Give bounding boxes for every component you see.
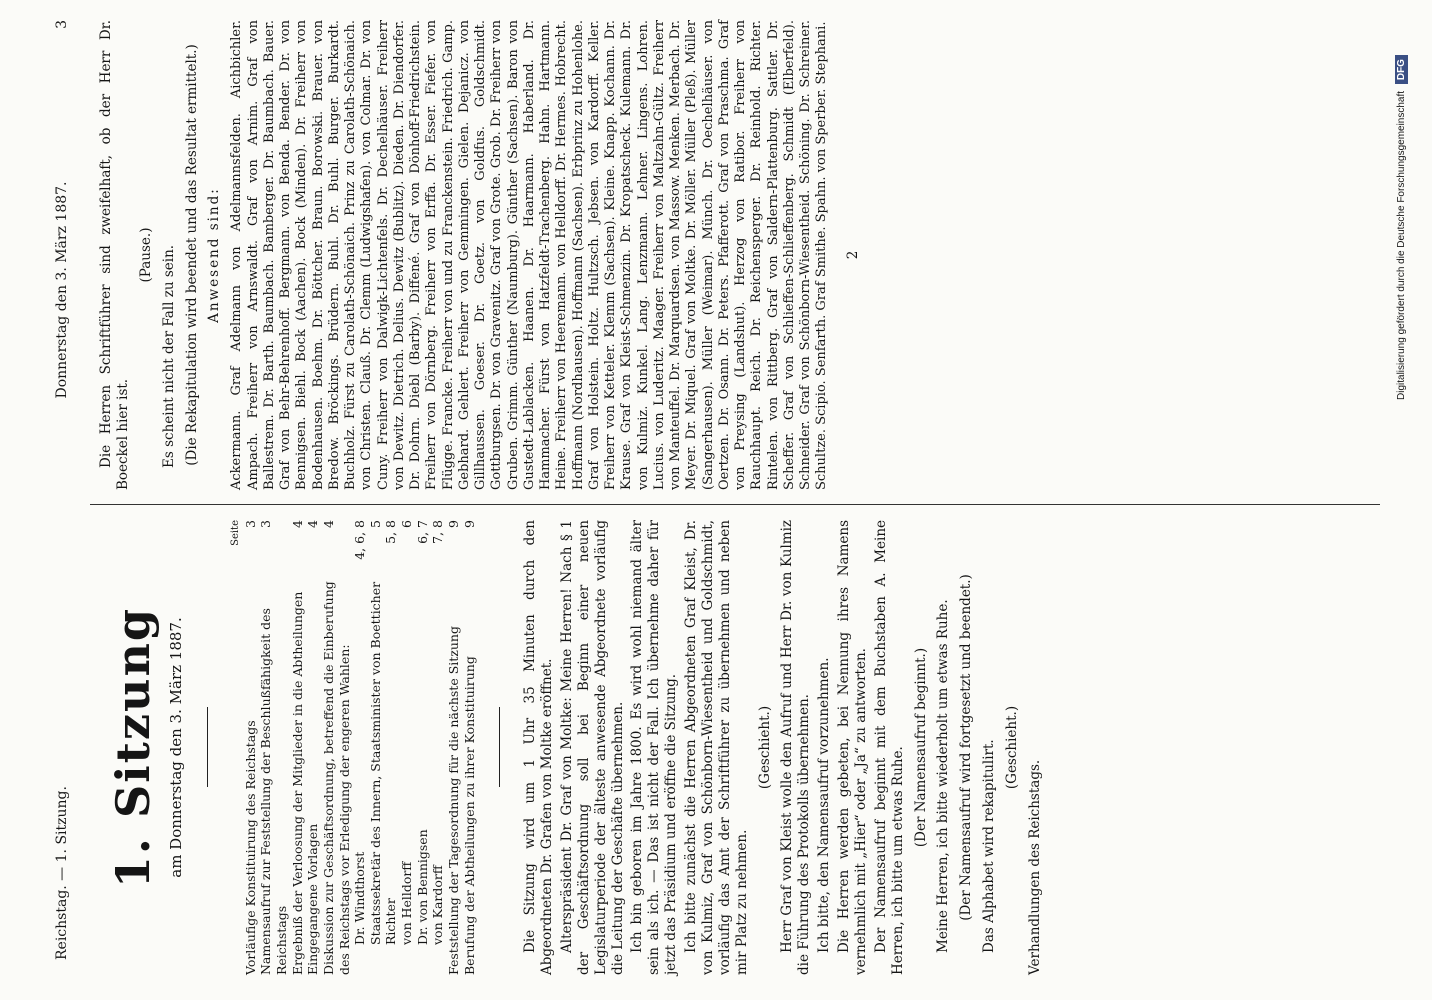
footer-source: Verhandlungen des Reichstags.: [1026, 759, 1043, 975]
paragraph: Meine Herren, ich bitte wiederholt um etwas Ruhe.: [935, 599, 952, 953]
page-footer-number: 2: [844, 250, 861, 260]
paragraph: Die Herren Schriftführer sind zweifelhaft, ob der Herr Dr. Boeckel hier ist.: [98, 20, 131, 490]
toc-entry: Vorläufige Konstituirung des Reichstags 3: [242, 520, 258, 975]
stage-direction: (Der Namensaufruf beginnt.): [912, 647, 929, 848]
page-header: [50, 20, 74, 960]
stage-direction: (Geschieht.): [1004, 705, 1020, 790]
paragraph: Ich bitte zunächst die Herren Abgeordneten Graf Kleist, Dr. von Kulmiz, Graf von Schönborn-Wiesentheid und Goldschmidt, vorläufig das Amt der Schriftführer zu übernehmen und neben mir Platz zu nehmen.: [683, 520, 750, 975]
paragraph: Alterspräsident Dr. Graf von Moltke: Meine Herren! Nach § 1 der Geschäftsordnung soll bei Beginn einer neuen Legislaturperiode der älteste anwesende Abgeordnete vorläufig die Leitung der Geschäfte übernehmen.: [558, 520, 626, 975]
session-date: am Donnerstag den 3. März 1887.: [166, 617, 185, 878]
right-column: [95, 20, 1385, 490]
toc-page-label: Seite: [230, 520, 242, 546]
toc-entry: Ergebniß der Verloosung der Mitglieder in die Abtheilungen 4: [289, 520, 305, 975]
table-of-contents: [243, 520, 477, 975]
toc-entry: von Helldorff 6: [399, 520, 414, 945]
paragraph: Herr Graf von Kleist wolle den Aufruf und Herr Dr. von Kulmiz die Führung des Protokolls übernehmen.: [779, 520, 813, 975]
toc-entry: Staatssekretär des Innern, Staatsminister von Boetticher 5: [367, 520, 383, 945]
toc-entry: Diskussion zur Geschäftsordnung, betreffend die Einberufung des Reichstags vor Erledigung der engeren Wahlen: 4: [320, 520, 352, 975]
paragraph: Das Alphabet wird rekapitulirt.: [981, 739, 998, 953]
toc-entry: Namensaufruf zur Feststellung der Beschlußfähigkeit des Reichstags 3: [258, 520, 289, 975]
stage-direction: (Pause.): [137, 227, 154, 283]
toc-entry: Berufung der Abtheilungen zu ihrer Konstituirung 9: [461, 520, 477, 975]
paragraph: Der Namensaufruf beginnt mit dem Buchstaben A. Meine Herren, ich bitte um etwas Ruhe.: [872, 520, 906, 975]
title-rule: [207, 708, 208, 788]
toc-entry: Dr. von Bennigsen 6, 7: [414, 520, 430, 945]
paragraph: Es scheint nicht der Fall zu sein.: [160, 244, 177, 468]
paragraph: Ich bitte, den Namensaufruf vorzunehmen.: [816, 657, 833, 953]
section-rule: [499, 708, 500, 788]
paragraph: Ich bin geboren im Jahre 1800. Es wird wohl niemand älter sein als ich. — Das ist nicht der Fall. Ich übernehme daher für jetzt das Präsidium und eröffne die Sitzung.: [629, 520, 680, 975]
paragraph: Die Herren werden gebeten, bei Nennung ihres Namens vernehmlich mit „Hier“ oder „Ja“ zu antworten.: [836, 520, 869, 975]
header-page-number: 3: [54, 20, 70, 29]
toc-entry: von Kardorff 7, 8: [430, 520, 446, 945]
column-divider: [90, 504, 1380, 505]
toc-entry: Dr. Windthorst 4, 6, 8: [352, 520, 368, 945]
present-members-list: Ackermann. Graf Adelmann von Adelmannsfelden. Aichbichler. Ampach. Freiherr von Arnswaldt. Graf von Arnim. Graf von Ballestrem. Dr. Barth. Baumbach. Bamberger. Dr. Baumbach. Bauer. Graf von Behr-Behrenhoff. Bergmann. von Benda. Bender. Dr. von Bennigsen. Biehl. Bock (Aachen). Bock (Minden). Dr. Freiherr von Bodenhausen. Boehm. Dr. Böttcher. Braun. Borowski. Brauer. von Bredow. Bröckings. Brüdern. Buhl. Dr. Buhl. Burger. Burkardt. Buchholz. Fürst zu Carolath-Schönaich. Prinz zu Carolath-Schönaich. von Christen. Clauß. Dr. Clemm (Ludwigshafen). von Colmar. Dr. von Cuny. Freiherr von Dalwigk-Lichtenfels. Dr. Dechelhäuser. Freiherr von Dewitz. Dietrich. Delius. Dewitz (Bublitz). Dieden. Dr. Diendorfer. Dr. Dohrn. Diebl (Barby). Diffené. Graf von Dönhoff-Friedrichstein. Freiherr von Dörnberg. Freiherr von Erffa. Dr. Esser. Fiefer. von Flügge. Francke. Freiherr von und zu Franckenstein. Friedrich. Gamp. Gebhard. Gehlert. Freiherr von Gemmingen. Gielen. Dejanicz. von Gillhaussen. Goeser. Dr. Goetz. von Goldfus. Goldschmidt. Gottburgsen. Dr. von Gravenitz. Graf von Grote. Grob. Dr. Freiherr von Gruben. Grimm. Günther (Naumburg). Günther (Sachsen). Baron von Gustedt-Lablacken. Haanen. Dr. Haarmann. Haberland. Dr. Hammacher. Fürst von Hatzfeldt-Trachenberg. Hahn. Hartmann. Heine. Freiherr von Heeremann. von Helldorff. Dr. Hermes. Hobrecht. Hoffmann (Nordhausen). Hoffmann (Sachsen). Erbprinz zu Hohenlohe. Graf von Holstein. Holtz. Hultzsch. Jebsen. von Kardorff. Keller. Freiherr von Ketteler. Klemm (Sachsen). Kleine. Knapp. Kochann. Dr. Krause. Graf von Kleist-Schmenzin. Dr. Kropatscheck. Kulemann. Dr. von Kulmiz. Kunkel. Lang. Lenzmann. Lehner. Lingens. Lohren. Lucius. von Luderitz. Maager. Freiherr von Maltzahn-Gültz. Freiherr von Manteuffel. Dr. Marquardsen. von Massow. Menken. Merbach. Dr. Meyer. Dr. Miquel. Graf von Moltke. Dr. Möller. Müller (Pleß). Müller (Sangerhausen). Müller (Weimar). Münch. Dr. Oechelhäuser. von Oertzen. Dr. Osann. Dr. Peters. Pfafferott. Graf von Praschma. Graf von Preysing (Landshut). Herzog von Ratibor. Freiherr von Rauchhaupt. Reich. Dr. Reichensperger. Dr. Reinhold. Richter. Rintelen. von Rittberg. Graf von Saldern-Plattenburg. Sattler. Dr. Scheffer. Graf von Schlieffen-Schlieffenberg. Schmidt (Elberfeld). Schneider. Graf von Schönborn-Wiesentheid. Schöning. Dr. Schreiner. Schultze. Scipio. Senfarth. Graf Smithe. Spahn. von Sperber. Stephani.: [229, 20, 830, 490]
session-title: 1. Sitzung: [106, 606, 160, 889]
stage-direction: (Geschieht.): [756, 705, 773, 790]
dfg-logo: DFG: [1395, 55, 1408, 84]
header-center: Donnerstag den 3. März 1887.: [54, 181, 70, 399]
stage-direction: (Der Namensaufruf wird fortgesetzt und beendet.): [958, 574, 975, 921]
digitization-credit: [1395, 40, 1408, 400]
digitization-note: Digitalisierung gefördert durch die Deutsche Forschungsgemeinschaft: [1396, 90, 1407, 400]
header-left: Reichstag. — 1. Sitzung.: [54, 786, 70, 960]
present-heading: Anwesend sind:: [206, 187, 223, 323]
toc-entry: Feststellung der Tagesordnung für die nächste Sitzung 9: [445, 520, 461, 975]
opening-paragraph: Die Sitzung wird um 1 Uhr 35 Minuten durch den Abgeordneten Dr. Grafen von Moltke eröffnet.: [522, 520, 555, 975]
left-column: [95, 520, 1385, 975]
toc-entry: Richter 5, 8: [383, 520, 399, 945]
stage-direction: (Die Rekapitulation wird beendet und das Resultat ermittelt.): [183, 44, 200, 466]
toc-entry: Eingegangene Vorlagen 4: [305, 520, 321, 975]
